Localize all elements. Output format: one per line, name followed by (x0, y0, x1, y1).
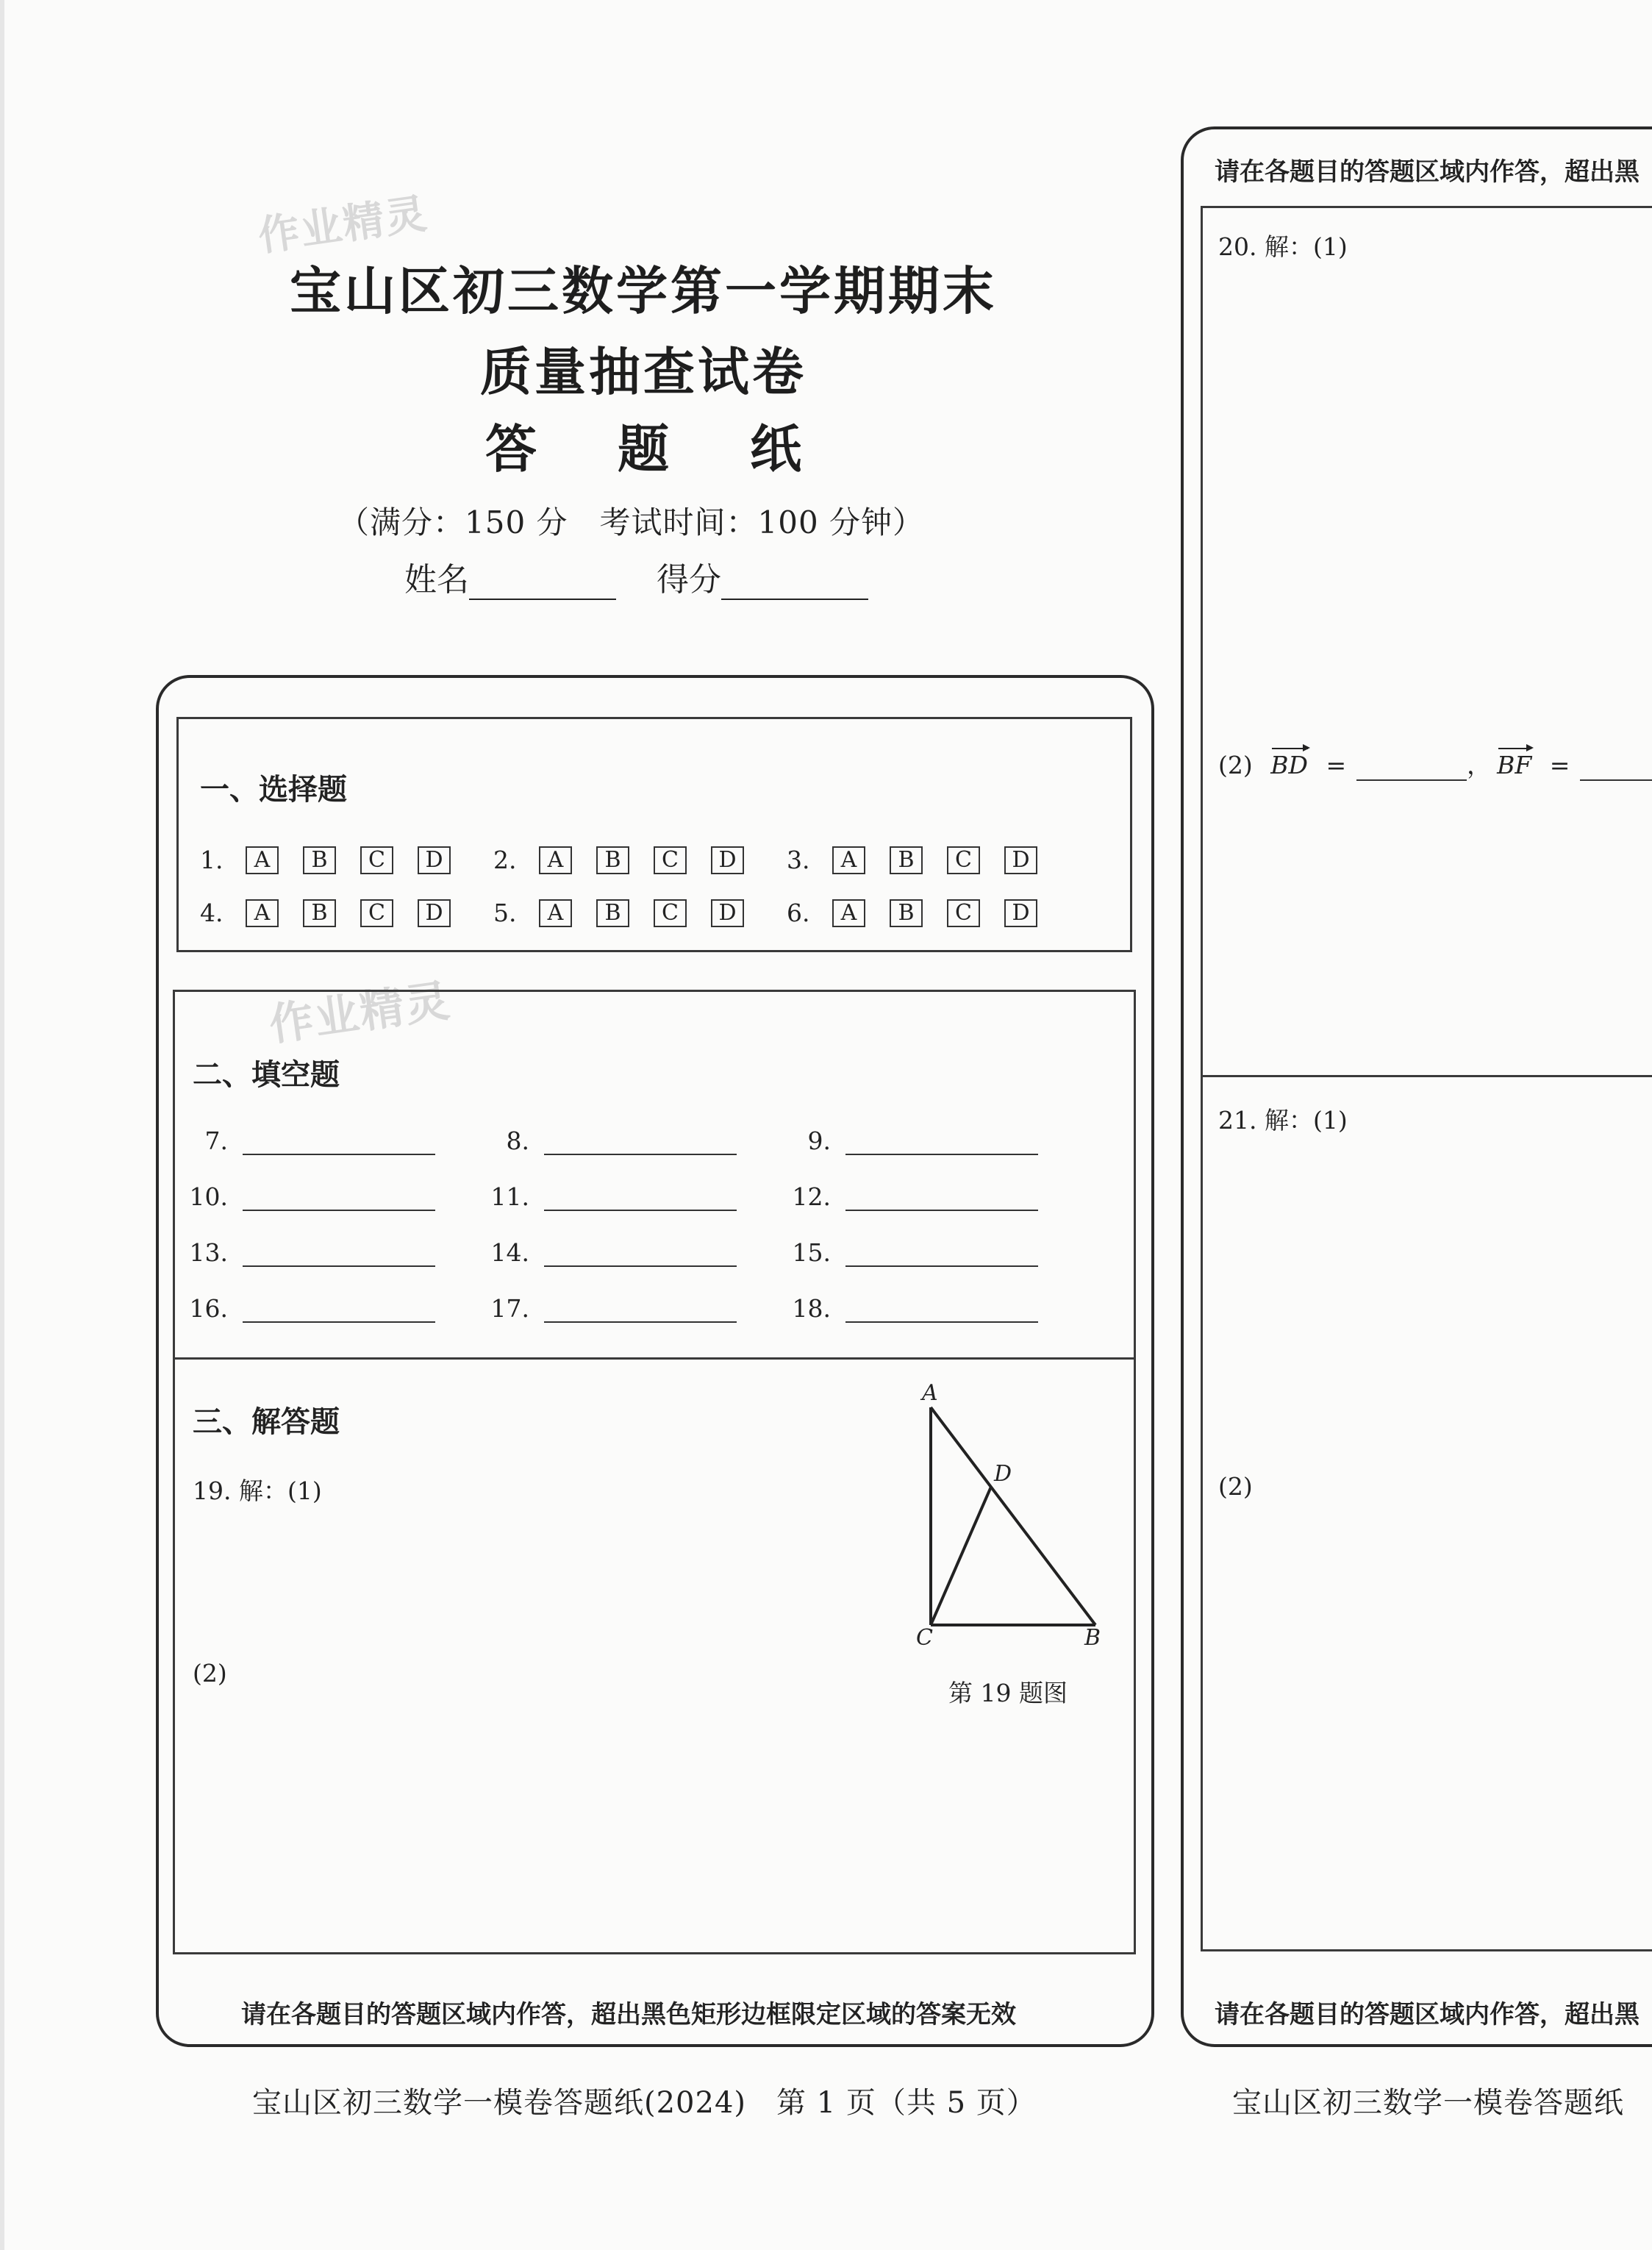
title-char: 纸 (750, 419, 801, 479)
answer-line[interactable] (845, 1186, 1038, 1211)
fill-blank (781, 1294, 1038, 1323)
option-d[interactable]: D (711, 899, 744, 927)
label-a: A (922, 1380, 938, 1406)
answer-line[interactable] (845, 1242, 1038, 1267)
answer-line[interactable] (544, 1186, 737, 1211)
name-score-bar (404, 553, 868, 600)
option-a[interactable]: A (539, 846, 572, 874)
exam-info: （满分：150 分 考试时间：100 分钟） (338, 504, 925, 540)
question-number: 15. (792, 1238, 831, 1267)
answer-area[interactable] (1206, 1507, 1647, 1941)
option-d[interactable]: D (1004, 899, 1037, 927)
section-divider (1201, 1075, 1652, 1077)
section-solve-title: 三、解答题 (193, 1405, 340, 1439)
question-number: 10. (189, 1182, 228, 1211)
choice-row-1 (200, 846, 1080, 874)
question-21-part-1: 21. 解：(1) (1218, 1106, 1348, 1135)
answer-line[interactable] (544, 1242, 737, 1267)
answer-area[interactable] (184, 1507, 875, 1941)
question-number: 11. (490, 1182, 529, 1211)
option-b[interactable]: B (890, 846, 923, 874)
question-20-part-1: 20. 解：(1) (1218, 232, 1348, 261)
option-a[interactable]: A (539, 899, 572, 927)
option-a[interactable]: A (246, 899, 279, 927)
triangle-figure (897, 1375, 1118, 1654)
question-number: 13. (189, 1238, 228, 1267)
answer-line[interactable] (243, 1242, 435, 1267)
answer-blank[interactable] (1580, 756, 1652, 781)
watermark: 作业精灵 (266, 975, 454, 1051)
watermark: 作业精灵 (255, 190, 432, 261)
title-line-1: 宝山区初三数学第一学期期末 (290, 261, 997, 321)
answer-blank[interactable] (1356, 756, 1467, 781)
choice-question (200, 846, 451, 874)
segment-cd (931, 1487, 991, 1625)
vector-bf: BF (1497, 751, 1532, 779)
choice-question (787, 846, 1037, 874)
label-b: B (1084, 1625, 1101, 1651)
question-21-part-2: (2) (1218, 1472, 1253, 1501)
answer-area[interactable] (1206, 1136, 1647, 1452)
answer-area-notice: 请在各题目的答题区域内作答，超出黑色矩形边框限定区域的答案无效 (241, 2000, 1016, 2029)
answer-area-notice-right-bottom: 请在各题目的答题区域内作答，超出黑 (1215, 2000, 1640, 2029)
option-c[interactable]: C (947, 899, 980, 927)
option-b[interactable]: B (596, 899, 629, 927)
choice-question (493, 846, 744, 874)
segment-ab (931, 1407, 1095, 1625)
label-c: C (916, 1625, 933, 1651)
score-label: 得分 (657, 561, 721, 599)
option-d[interactable]: D (418, 846, 451, 874)
answer-line[interactable] (845, 1298, 1038, 1323)
part-label: (2) (1218, 751, 1253, 779)
section-choice-title: 一、选择题 (200, 773, 347, 807)
figure-caption: 第 19 题图 (948, 1679, 1068, 1707)
section-fill-title: 二、填空题 (193, 1058, 340, 1092)
name-field[interactable] (469, 563, 616, 600)
option-d[interactable]: D (1004, 846, 1037, 874)
question-20-part-2 (1218, 746, 1652, 781)
answer-line[interactable] (243, 1298, 435, 1323)
option-c[interactable]: C (360, 899, 393, 927)
question-number: 16. (189, 1294, 228, 1323)
option-c[interactable]: C (360, 846, 393, 874)
choice-question (493, 899, 744, 927)
fill-blank (479, 1294, 737, 1323)
question-number: 14. (490, 1238, 529, 1267)
answer-line[interactable] (243, 1130, 435, 1155)
title-line-3 (0, 408, 1287, 482)
option-c[interactable]: C (947, 846, 980, 874)
option-a[interactable]: A (832, 899, 865, 927)
question-number: 7. (204, 1126, 228, 1155)
answer-area-notice-right: 请在各题目的答题区域内作答，超出黑 (1215, 157, 1640, 187)
page-footer-right: 宝山区初三数学一模卷答题纸 (1232, 2086, 1624, 2120)
question-number: 1. (200, 846, 224, 874)
fill-blank (479, 1126, 737, 1155)
fill-blank (479, 1238, 737, 1267)
question-number: 6. (787, 899, 810, 927)
option-b[interactable]: B (596, 846, 629, 874)
option-d[interactable]: D (418, 899, 451, 927)
question-number: 12. (792, 1182, 831, 1211)
answer-line[interactable] (544, 1298, 737, 1323)
fill-blank (479, 1182, 737, 1211)
answer-area[interactable] (1206, 265, 1647, 721)
choice-question (787, 899, 1037, 927)
option-a[interactable]: A (246, 846, 279, 874)
title-char: 答 (485, 419, 537, 479)
option-b[interactable]: B (303, 899, 336, 927)
answer-line[interactable] (845, 1130, 1038, 1155)
fill-blank (781, 1182, 1038, 1211)
fill-blank (178, 1294, 435, 1323)
question-number: 17. (490, 1294, 529, 1323)
equals-sign: = (1326, 751, 1347, 779)
label-d: D (994, 1461, 1012, 1487)
fill-blank (781, 1238, 1038, 1267)
score-field[interactable] (721, 563, 868, 600)
question-number: 4. (200, 899, 224, 927)
fill-blank (178, 1126, 435, 1155)
equals-sign: = (1549, 751, 1570, 779)
fill-blank (781, 1126, 1038, 1155)
option-d[interactable]: D (711, 846, 744, 874)
option-b[interactable]: B (890, 899, 923, 927)
option-a[interactable]: A (832, 846, 865, 874)
question-number: 8. (506, 1126, 529, 1155)
title-char: 题 (618, 419, 669, 479)
question-number: 18. (792, 1294, 831, 1323)
fill-blank (178, 1182, 435, 1211)
comma: ， (1467, 751, 1492, 779)
question-number: 3. (787, 846, 810, 874)
page-footer: 宝山区初三数学一模卷答题纸(2024) 第 1 页（共 5 页） (252, 2086, 1037, 2120)
option-b[interactable]: B (303, 846, 336, 874)
choice-question (200, 899, 451, 927)
option-c[interactable]: C (654, 899, 687, 927)
section-divider (173, 1357, 1136, 1360)
question-number: 5. (493, 899, 517, 927)
answer-line[interactable] (544, 1130, 737, 1155)
question-number: 2. (493, 846, 517, 874)
name-label: 姓名 (404, 561, 469, 599)
question-number: 9. (807, 1126, 831, 1155)
question-19-part-1: 19. 解：(1) (193, 1476, 322, 1505)
answer-line[interactable] (243, 1186, 435, 1211)
choice-row-2 (200, 899, 1080, 927)
vector-bd: BD (1270, 751, 1308, 779)
option-c[interactable]: C (654, 846, 687, 874)
question-19-part-2: (2) (193, 1659, 227, 1688)
title-line-2: 质量抽查试卷 (480, 342, 807, 402)
fill-blank (178, 1238, 435, 1267)
